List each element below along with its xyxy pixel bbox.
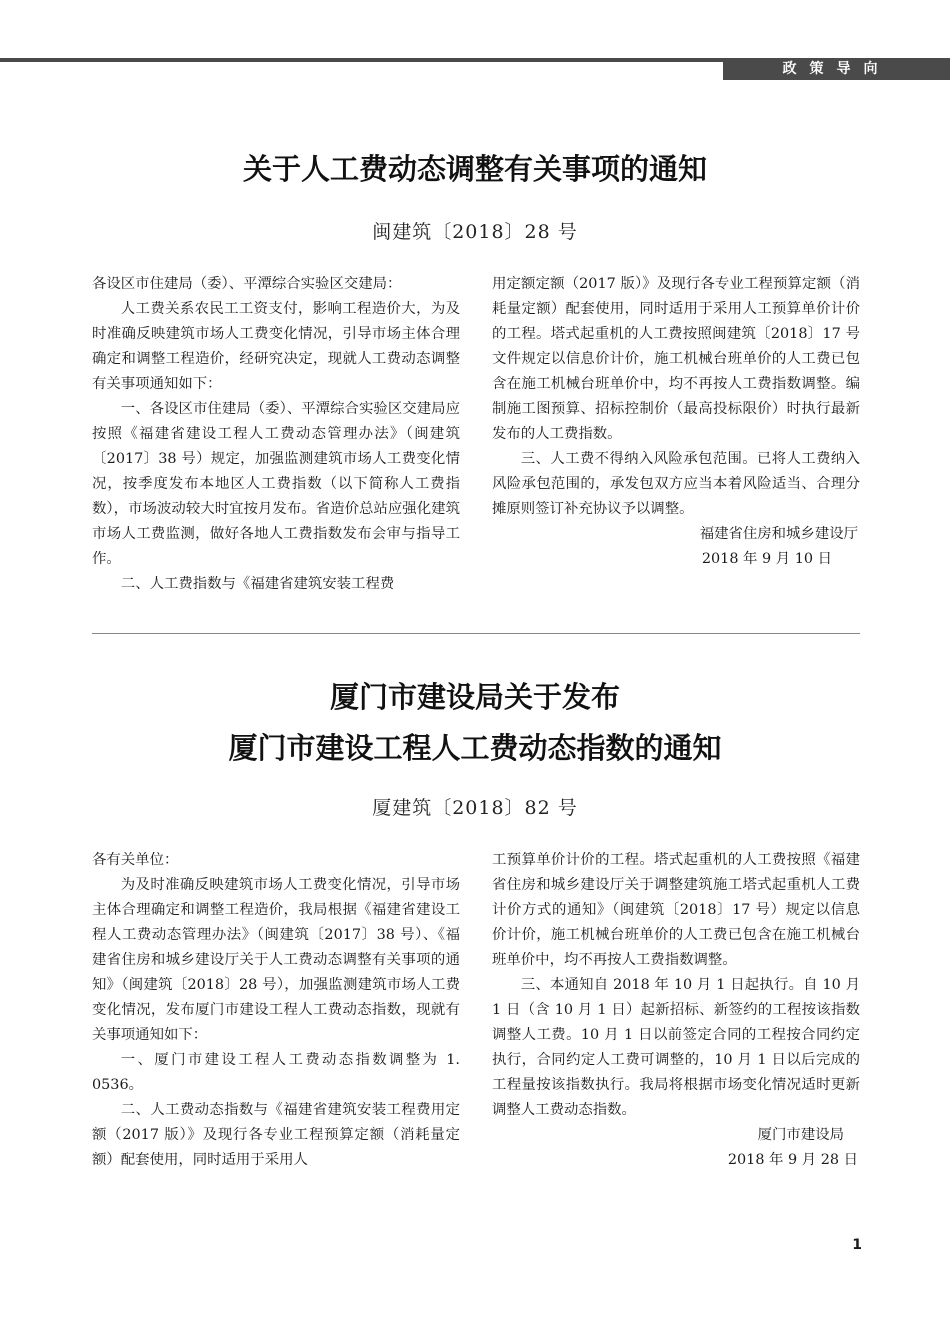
notice1-signer: 福建省住房和城乡建设厅 — [699, 526, 858, 542]
paragraph: 二、人工费动态指数与《福建省建筑安装工程费用定额（2017 版）》及现行各专业工程预算定额（消耗量定额）配套使用，同时适用于采用人 — [92, 1102, 460, 1168]
paragraph: 用定额定额（2017 版）》及现行各专业工程预算定额（消耗量定额）配套使用，同时适用于采用人工预算单价计价的工程。塔式起重机的人工费按照闽建筑〔2018〕17 号文件规定以信息价计价，施工机械台班单价的人工费已包含在施工机械台班单价中，均不再按人工费指数调整。编制施工图预算、招标控制价（最高投标限价）时执行最新发布的人工费指数。 — [492, 276, 860, 442]
paragraph: 二、人工费指数与《福建省建筑安装工程费 — [120, 576, 395, 592]
paragraph: 人工费关系农民工工资支付，影响工程造价大，为及时准确反映建筑市场人工费变化情况，引导市场主体合理确定和调整工程造价，经研究决定，现就人工费动态调整有关事项通知如下： — [92, 301, 460, 392]
notice2-title-line2: 厦门市建设工程人工费动态指数的通知 — [228, 731, 722, 765]
section-label: 政策导向 — [723, 58, 950, 80]
notice2-title-line1: 厦门市建设局关于发布 — [329, 680, 620, 714]
salutation: 各有关单位： — [92, 852, 179, 868]
section-divider — [92, 633, 860, 634]
paragraph: 工预算单价计价的工程。塔式起重机的人工费按照《福建省住房和城乡建设厅关于调整建筑施工塔式起重机人工费计价方式的通知》（闽建筑〔2018〕17 号）规定以信息价计价，施工机械台班单价的人工费已包含在施工机械台班单价中，均不再按人工费指数调整。 — [492, 852, 860, 968]
notice1-left-column — [92, 272, 460, 597]
notice1-date: 2018 年 9 月 10 日 — [701, 551, 832, 567]
notice2-left-column — [92, 848, 460, 1173]
paragraph: 一、各设区市住建局（委）、平潭综合实验区交建局应按照《福建省建设工程人工费动态管理办法》（闽建筑〔2017〕38 号）规定，加强监测建筑市场人工费变化情况，按季度发布本地区人工费指数（以下简称人工费指数），市场波动较大时宜按月发布。省造价总站应强化建筑市场人工费监测，做好各地人工费指数发布会审与指导工作。 — [92, 401, 460, 567]
notice2-signer: 厦门市建设局 — [757, 1127, 844, 1143]
paragraph: 三、本通知自 2018 年 10 月 1 日起执行。自 10 月 1 日（含 10 月 1 日）起新招标、新签约的工程按该指数调整人工费。10 月 1 日以前签定合同的工程按合同约定执行，合同约定人工费可调整的，10 月 1 日以后完成的工程量按该指数执行。我局将根据市场变化情况适时更新调整人工费动态指数。 — [492, 977, 860, 1118]
notice2-right-column — [492, 848, 860, 1173]
paragraph: 三、人工费不得纳入风险承包范围。已将人工费纳入风险承包范围的，承发包双方应当本着风险适当、合理分摊原则签订补充协议予以调整。 — [492, 451, 860, 517]
salutation: 各设区市住建局（委）、平潭综合实验区交建局： — [92, 276, 402, 292]
notice2-docno: 厦建筑〔2018〕82 号 — [372, 797, 578, 819]
notice1-right-column — [492, 272, 860, 572]
paragraph: 一、厦门市建设工程人工费动态指数调整为 1. 0536。 — [92, 1052, 460, 1093]
notice2-date: 2018 年 9 月 28 日 — [727, 1152, 858, 1168]
paragraph: 为及时准确反映建筑市场人工费变化情况，引导市场主体合理确定和调整工程造价，我局根据《福建省建设工程人工费动态管理办法》（闽建筑〔2017〕38 号）、《福建省住房和城乡建设厅关于人工费动态调整有关事项的通知》（闽建筑〔2018〕28 号），加强监测建筑市场人工费变化情况，发布厦门市建设工程人工费动态指数，现就有关事项通知如下： — [92, 877, 460, 1043]
notice1-title: 关于人工费动态调整有关事项的通知 — [242, 152, 707, 186]
page-number: 1 — [852, 1237, 862, 1253]
notice1-docno: 闽建筑〔2018〕28 号 — [372, 221, 578, 243]
